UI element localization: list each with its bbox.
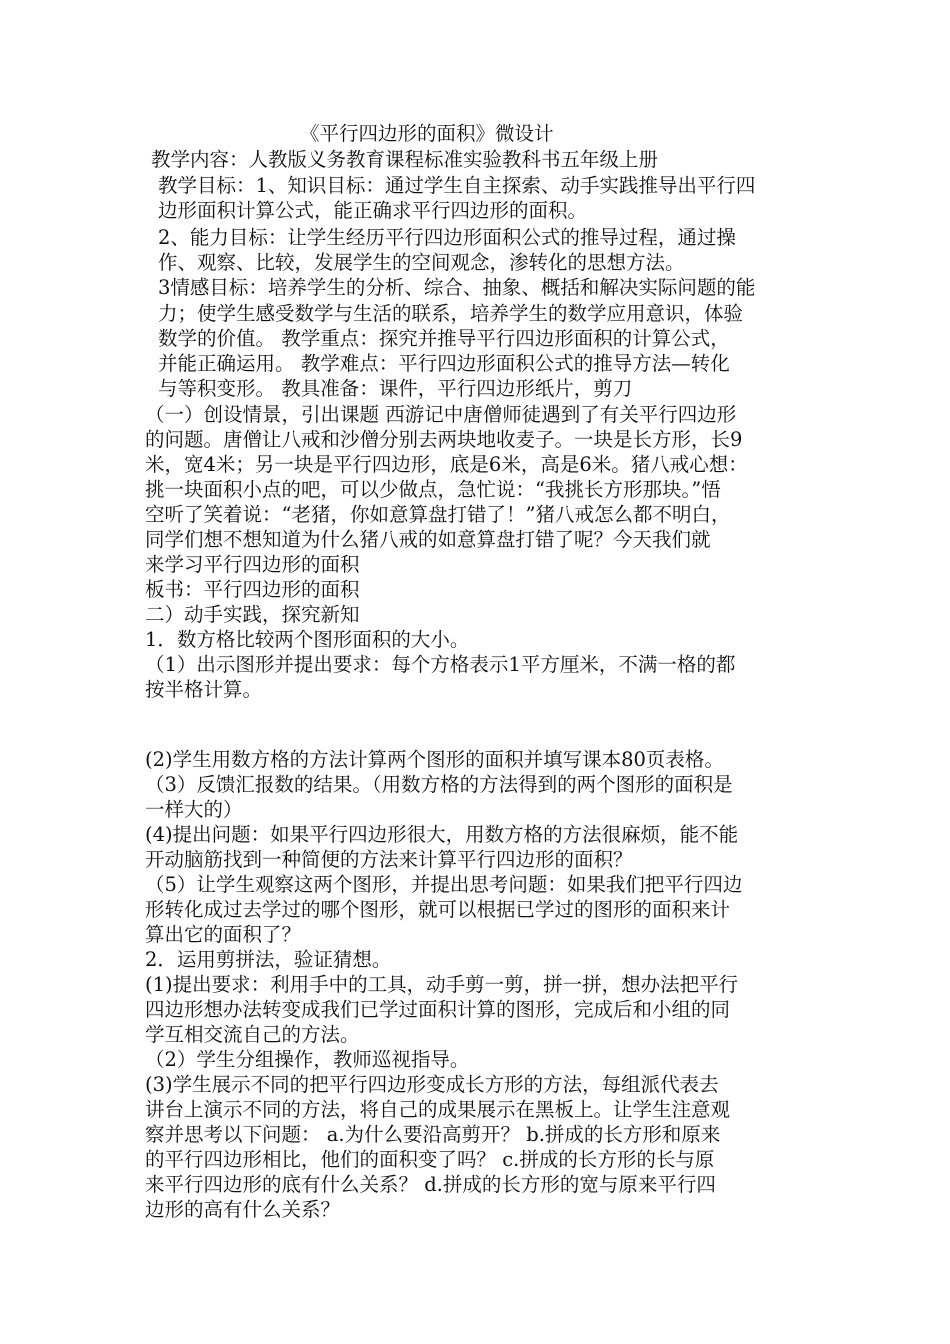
text-line: 教学目标：1、知识目标：通过学生自主探索、动手实践推导出平行四 xyxy=(158,174,756,197)
text-line: (3)学生展示不同的把平行四边形变成长方形的方法，每组派代表去 xyxy=(145,1073,719,1096)
text-line: 与等积变形。 教具准备：课件，平行四边形纸片，剪刀 xyxy=(158,377,633,400)
text-line: 二）动手实践，探究新知 xyxy=(145,603,360,626)
text-line: 讲台上演示不同的方法，将自己的成果展示在黑板上。让学生注意观 xyxy=(145,1098,731,1121)
text-line: （一）创设情景，引出课题 西游记中唐僧师徒遇到了有关平行四边形 xyxy=(145,403,737,426)
text-line: （2）学生分组操作，教师巡视指导。 xyxy=(145,1048,470,1071)
text-line: 空听了笑着说：“老猪，你如意算盘打错了！”猪八戒怎么都不明白， xyxy=(145,503,731,526)
text-line: 算出它的面积了？ xyxy=(145,923,302,946)
text-line: 一样大的） xyxy=(145,798,243,821)
text-line: 来平行四边形的底有什么关系？ d.拼成的长方形的宽与原来平行四 xyxy=(145,1173,716,1196)
text-line: （3）反馈汇报数的结果。（用数方格的方法得到的两个图形的面积是 xyxy=(145,773,733,796)
text-line: 边形的高有什么关系？ xyxy=(145,1198,341,1221)
text-line: 并能正确运用。 教学难点：平行四边形面积公式的推导方法—转化 xyxy=(158,352,730,375)
document-title: 《平行四边形的面积》微设计 xyxy=(300,122,554,145)
text-line: 学互相交流自己的方法。 xyxy=(145,1023,360,1046)
text-line: 开动脑筋找到一种简便的方法来计算平行四边形的面积？ xyxy=(145,848,633,871)
text-line: 同学们想不想知道为什么猪八戒的如意算盘打错了呢？今天我们就 xyxy=(145,528,711,551)
text-line: 力；使学生感受数学与生活的联系，培养学生的数学应用意识，体验 xyxy=(158,302,744,325)
text-line: 的问题。唐僧让八戒和沙僧分别去两块地收麦子。一块是长方形，长9 xyxy=(145,428,743,451)
text-line: 来学习平行四边形的面积 xyxy=(145,553,360,576)
text-line: 1．数方格比较两个图形面积的大小。 xyxy=(145,628,470,651)
text-line: （1）出示图形并提出要求：每个方格表示1平方厘米，不满一格的都 xyxy=(145,653,736,676)
text-line: 数学的价值。 教学重点：探究并推导平行四边形面积的计算公式， xyxy=(158,327,730,350)
text-line: 的平行四边形相比，他们的面积变了吗？ c.拼成的长方形的长与原 xyxy=(145,1148,715,1171)
text-line: (4)提出问题：如果平行四边形很大，用数方格的方法很麻烦，能不能 xyxy=(145,823,739,846)
text-line: 作、观察、比较，发展学生的空间观念，渗转化的思想方法。 xyxy=(158,251,685,274)
text-line: 米，宽4米；另一块是平行四边形，底是6米，高是6米。猪八戒心想： xyxy=(145,453,748,476)
text-line: 板书：平行四边形的面积 xyxy=(145,578,360,601)
text-line: (2)学生用数方格的方法计算两个图形的面积并填写课本80页表格。 xyxy=(145,748,724,771)
text-line: 察并思考以下问题： a.为什么要沿高剪开？ b.拼成的长方形和原来 xyxy=(145,1123,721,1146)
text-line: 3情感目标：培养学生的分析、综合、抽象、概括和解决实际问题的能 xyxy=(158,276,756,299)
text-line: (1)提出要求：利用手中的工具，动手剪一剪，拼一拼，想办法把平行 xyxy=(145,973,739,996)
text-line: （5）让学生观察这两个图形，并提出思考问题：如果我们把平行四边 xyxy=(145,873,743,896)
text-line: 边形面积计算公式，能正确求平行四边形的面积。 xyxy=(158,199,588,222)
text-line: 教学内容：人教版义务教育课程标准实验教科书五年级上册 xyxy=(151,148,659,171)
text-line: 2．运用剪拼法，验证猜想。 xyxy=(145,948,392,971)
text-line: 四边形想办法转变成我们已学过面积计算的图形，完成后和小组的同 xyxy=(145,998,731,1021)
text-line: 挑一块面积小点的吧，可以少做点，急忙说：“我挑长方形那块。”悟 xyxy=(145,478,721,501)
text-line: 按半格计算。 xyxy=(145,678,263,701)
text-line: 2、能力目标：让学生经历平行四边形面积公式的推导过程，通过操 xyxy=(158,226,736,249)
text-line: 形转化成过去学过的哪个图形，就可以根据已学过的图形的面积来计 xyxy=(145,898,731,921)
